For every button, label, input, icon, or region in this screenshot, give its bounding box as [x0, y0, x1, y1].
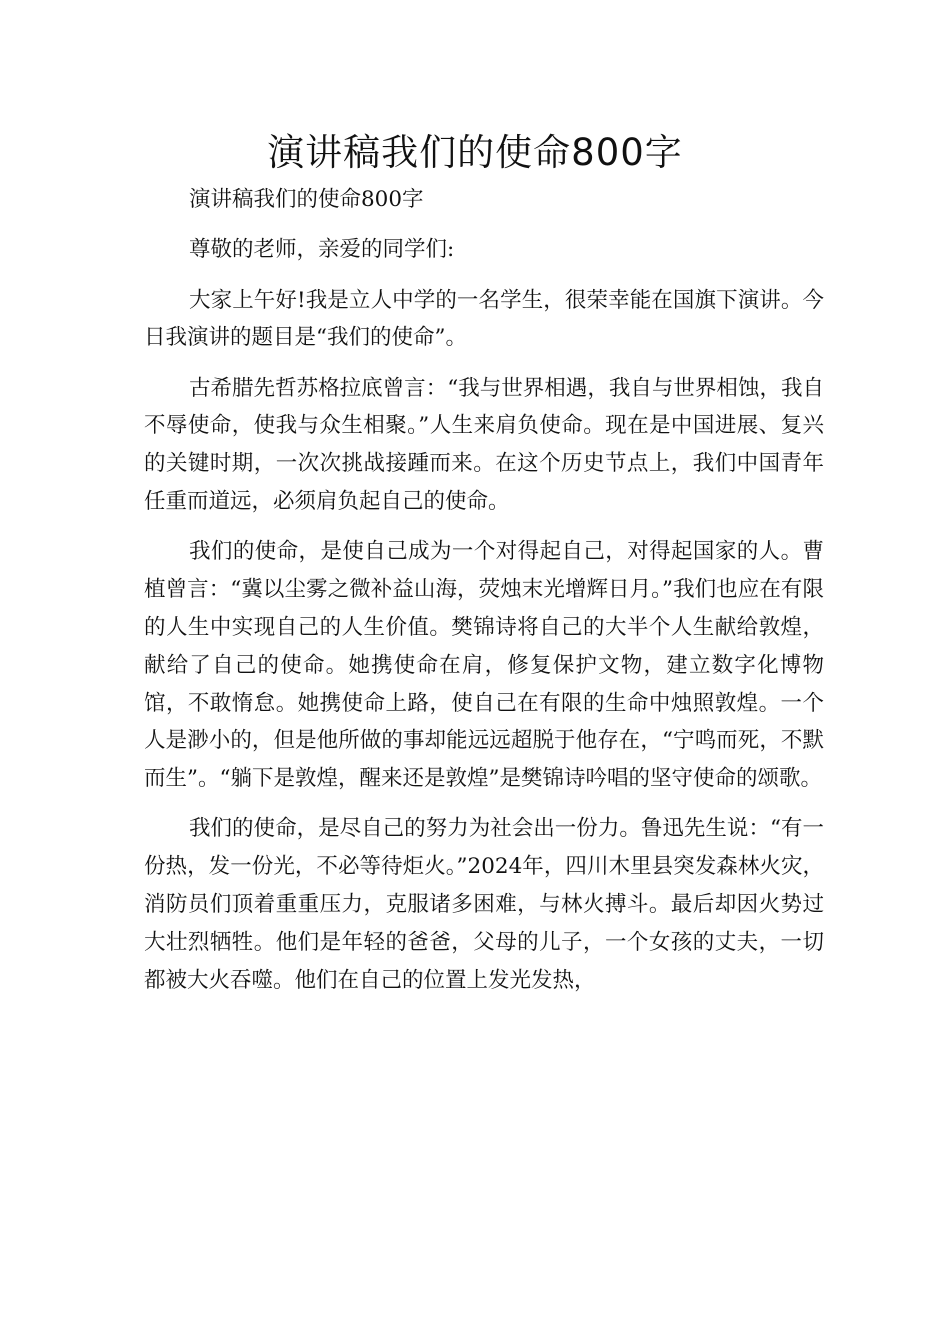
- paragraph-socrates: 古希腊先哲苏格拉底曾言：“我与世界相遇，我自与世界相蚀，我自不辱使命，使我与众生相聚。”人生来肩负使命。现在是中国进展、复兴的关键时期，一次次挑战接踵而来。在这个历史节点上，我们中国青年任重而道远，必须肩负起自己的使命。: [144, 375, 824, 515]
- paragraph-fan-jinshi: 我们的使命，是使自己成为一个对得起自己，对得起国家的人。曹植曾言：“冀以尘雾之微补益山海，荧烛末光增辉日月。”我们也应在有限的人生中实现自己的人生价值。樊锦诗将自己的大半个人生献给敦煌，献给了自己的使命。她携使命在肩，修复保护文物，建立数字化博物馆，不敢惰怠。她携使命上路，使自己在有限的生命中烛照敦煌。一个人是渺小的，但是他所做的事却能远远超脱于他存在，“宁鸣而死，不默而生”。“躺下是敦煌，醒来还是敦煌”是樊锦诗吟唱的坚守使命的颂歌。: [144, 539, 824, 792]
- paragraph-greeting: 尊敬的老师，亲爱的同学们:: [189, 237, 455, 263]
- document-body: [144, 181, 824, 1012]
- paragraph-intro: 大家上午好!我是立人中学的一名学生，很荣幸能在国旗下演讲。今日我演讲的题目是“我们的使命”。: [144, 287, 824, 351]
- paragraph-firefighters: 我们的使命，是尽自己的努力为社会出一份力。鲁迅先生说：“有一份热，发一份光，不必等待炬火。”2024年，四川木里县突发森林火灾，消防员们顶着重重压力，克服诸多困难，与林火搏斗。最后却因火势过大壮烈牺牲。他们是年轻的爸爸，父母的儿子，一个女孩的丈夫，一切都被大火吞噬。他们在自己的位置上发光发热，: [144, 816, 824, 993]
- document-title: 演讲稿我们的使命800字: [267, 131, 683, 174]
- paragraph-subtitle: 演讲稿我们的使命800字: [189, 187, 424, 212]
